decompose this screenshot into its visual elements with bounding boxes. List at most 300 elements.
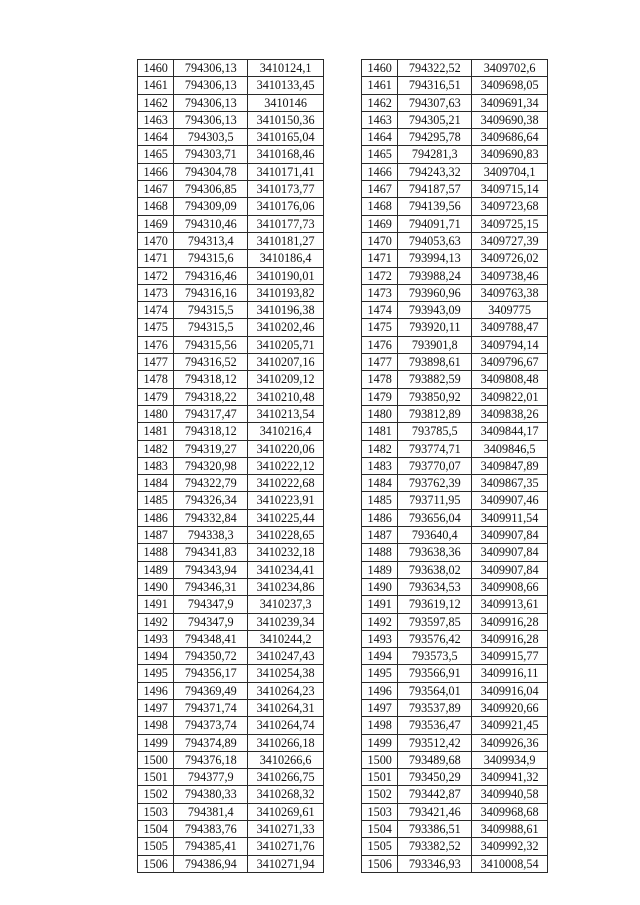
y-coordinate-cell: 3410234,41	[248, 561, 324, 578]
y-coordinate-cell: 3410124,1	[248, 60, 324, 77]
table-row	[138, 302, 324, 319]
point-number-cell: 1502	[362, 786, 398, 803]
table-row	[138, 284, 324, 301]
x-coordinate-cell: 793988,24	[398, 267, 472, 284]
point-number-cell: 1489	[138, 561, 174, 578]
table-row	[362, 734, 548, 751]
point-number-cell: 1481	[362, 423, 398, 440]
point-number-cell: 1497	[362, 699, 398, 716]
x-coordinate-cell: 794322,52	[398, 60, 472, 77]
point-number-cell: 1486	[362, 509, 398, 526]
x-coordinate-cell: 793576,42	[398, 630, 472, 647]
table-row	[362, 578, 548, 595]
y-coordinate-cell: 3409921,45	[472, 717, 548, 734]
y-coordinate-cell: 3410247,43	[248, 648, 324, 665]
y-coordinate-cell: 3410264,31	[248, 699, 324, 716]
point-number-cell: 1481	[138, 423, 174, 440]
point-number-cell: 1503	[138, 803, 174, 820]
point-number-cell: 1467	[138, 181, 174, 198]
table-row	[138, 855, 324, 872]
x-coordinate-cell: 794318,12	[174, 371, 248, 388]
table-row	[362, 440, 548, 457]
coordinates-table-right	[361, 59, 548, 873]
point-number-cell: 1496	[362, 682, 398, 699]
y-coordinate-cell: 3410176,06	[248, 198, 324, 215]
x-coordinate-cell: 794338,3	[174, 527, 248, 544]
point-number-cell: 1494	[362, 648, 398, 665]
y-coordinate-cell: 3409934,9	[472, 751, 548, 768]
y-coordinate-cell: 3409844,17	[472, 423, 548, 440]
y-coordinate-cell: 3409691,34	[472, 94, 548, 111]
x-coordinate-cell: 794322,79	[174, 475, 248, 492]
y-coordinate-cell: 3409794,14	[472, 336, 548, 353]
y-coordinate-cell: 3410196,38	[248, 302, 324, 319]
x-coordinate-cell: 794386,94	[174, 855, 248, 872]
table-row	[362, 354, 548, 371]
point-number-cell: 1496	[138, 682, 174, 699]
y-coordinate-cell: 3409775	[472, 302, 548, 319]
table-row	[362, 544, 548, 561]
y-coordinate-cell: 3409727,39	[472, 232, 548, 249]
table-row	[138, 111, 324, 128]
table-row	[362, 855, 548, 872]
y-coordinate-cell: 3410223,91	[248, 492, 324, 509]
x-coordinate-cell: 793640,4	[398, 527, 472, 544]
point-number-cell: 1488	[362, 544, 398, 561]
y-coordinate-cell: 3409704,1	[472, 163, 548, 180]
y-coordinate-cell: 3410177,73	[248, 215, 324, 232]
point-number-cell: 1466	[138, 163, 174, 180]
point-number-cell: 1477	[138, 354, 174, 371]
point-number-cell: 1469	[138, 215, 174, 232]
point-number-cell: 1479	[138, 388, 174, 405]
x-coordinate-cell: 794305,21	[398, 111, 472, 128]
x-coordinate-cell: 794281,3	[398, 146, 472, 163]
table-row	[362, 250, 548, 267]
table-row	[138, 388, 324, 405]
x-coordinate-cell: 793573,5	[398, 648, 472, 665]
point-number-cell: 1491	[362, 596, 398, 613]
point-number-cell: 1460	[138, 60, 174, 77]
y-coordinate-cell: 3410222,68	[248, 475, 324, 492]
table-row	[362, 803, 548, 820]
point-number-cell: 1478	[138, 371, 174, 388]
table-row	[362, 405, 548, 422]
table-row	[138, 803, 324, 820]
table-row	[138, 717, 324, 734]
y-coordinate-cell: 3410271,94	[248, 855, 324, 872]
point-number-cell: 1498	[138, 717, 174, 734]
table-row	[362, 699, 548, 716]
y-coordinate-cell: 3409913,61	[472, 596, 548, 613]
x-coordinate-cell: 793943,09	[398, 302, 472, 319]
point-number-cell: 1491	[138, 596, 174, 613]
x-coordinate-cell: 793656,04	[398, 509, 472, 526]
point-number-cell: 1501	[362, 769, 398, 786]
y-coordinate-cell: 3410244,2	[248, 630, 324, 647]
table-row	[362, 146, 548, 163]
x-coordinate-cell: 794316,46	[174, 267, 248, 284]
table-row	[138, 734, 324, 751]
y-coordinate-cell: 3410210,48	[248, 388, 324, 405]
point-number-cell: 1489	[362, 561, 398, 578]
y-coordinate-cell: 3410264,23	[248, 682, 324, 699]
y-coordinate-cell: 3410254,38	[248, 665, 324, 682]
table-row	[138, 354, 324, 371]
y-coordinate-cell: 3409698,05	[472, 77, 548, 94]
point-number-cell: 1506	[138, 855, 174, 872]
y-coordinate-cell: 3409941,32	[472, 769, 548, 786]
point-number-cell: 1483	[362, 457, 398, 474]
table-row	[362, 423, 548, 440]
x-coordinate-cell: 794380,33	[174, 786, 248, 803]
table-row	[138, 751, 324, 768]
table-row	[138, 561, 324, 578]
y-coordinate-cell: 3410271,76	[248, 838, 324, 855]
y-coordinate-cell: 3409916,28	[472, 613, 548, 630]
x-coordinate-cell: 794376,18	[174, 751, 248, 768]
table-row	[362, 60, 548, 77]
table-row	[138, 648, 324, 665]
point-number-cell: 1465	[362, 146, 398, 163]
table-row	[362, 838, 548, 855]
x-coordinate-cell: 794139,56	[398, 198, 472, 215]
table-row	[362, 769, 548, 786]
point-number-cell: 1486	[138, 509, 174, 526]
x-coordinate-cell: 793711,95	[398, 492, 472, 509]
point-number-cell: 1468	[138, 198, 174, 215]
x-coordinate-cell: 794332,84	[174, 509, 248, 526]
y-coordinate-cell: 3410266,75	[248, 769, 324, 786]
table-row	[362, 163, 548, 180]
y-coordinate-cell: 3409838,26	[472, 405, 548, 422]
x-coordinate-cell: 793785,5	[398, 423, 472, 440]
x-coordinate-cell: 793994,13	[398, 250, 472, 267]
table-row	[362, 181, 548, 198]
table-row	[138, 475, 324, 492]
x-coordinate-cell: 794187,57	[398, 181, 472, 198]
table-row	[138, 77, 324, 94]
y-coordinate-cell: 3409907,84	[472, 561, 548, 578]
point-number-cell: 1480	[362, 405, 398, 422]
x-coordinate-cell: 794383,76	[174, 821, 248, 838]
table-row	[362, 527, 548, 544]
point-number-cell: 1461	[138, 77, 174, 94]
x-coordinate-cell: 794341,83	[174, 544, 248, 561]
point-number-cell: 1505	[138, 838, 174, 855]
x-coordinate-cell: 794315,56	[174, 336, 248, 353]
y-coordinate-cell: 3409916,28	[472, 630, 548, 647]
y-coordinate-cell: 3410271,33	[248, 821, 324, 838]
y-coordinate-cell: 3410150,36	[248, 111, 324, 128]
table-row	[138, 198, 324, 215]
x-coordinate-cell: 794306,13	[174, 94, 248, 111]
y-coordinate-cell: 3410193,82	[248, 284, 324, 301]
x-coordinate-cell: 794091,71	[398, 215, 472, 232]
point-number-cell: 1479	[362, 388, 398, 405]
y-coordinate-cell: 3410266,18	[248, 734, 324, 751]
x-coordinate-cell: 794346,31	[174, 578, 248, 595]
point-number-cell: 1495	[138, 665, 174, 682]
x-coordinate-cell: 794243,32	[398, 163, 472, 180]
point-number-cell: 1484	[138, 475, 174, 492]
point-number-cell: 1471	[138, 250, 174, 267]
point-number-cell: 1484	[362, 475, 398, 492]
x-coordinate-cell: 794381,4	[174, 803, 248, 820]
point-number-cell: 1503	[362, 803, 398, 820]
table-row	[362, 492, 548, 509]
point-number-cell: 1495	[362, 665, 398, 682]
x-coordinate-cell: 793898,61	[398, 354, 472, 371]
y-coordinate-cell: 3409702,6	[472, 60, 548, 77]
y-coordinate-cell: 3409822,01	[472, 388, 548, 405]
table-row	[362, 596, 548, 613]
table-row	[138, 129, 324, 146]
x-coordinate-cell: 794315,5	[174, 302, 248, 319]
table-row	[138, 94, 324, 111]
y-coordinate-cell: 3410216,4	[248, 423, 324, 440]
point-number-cell: 1470	[138, 232, 174, 249]
x-coordinate-cell: 794350,72	[174, 648, 248, 665]
table-row	[362, 751, 548, 768]
y-coordinate-cell: 3410239,34	[248, 613, 324, 630]
table-row	[362, 665, 548, 682]
y-coordinate-cell: 3409726,02	[472, 250, 548, 267]
table-row	[138, 371, 324, 388]
point-number-cell: 1472	[138, 267, 174, 284]
point-number-cell: 1490	[362, 578, 398, 595]
y-coordinate-cell: 3409723,68	[472, 198, 548, 215]
point-number-cell: 1482	[138, 440, 174, 457]
table-row	[138, 596, 324, 613]
point-number-cell: 1500	[362, 751, 398, 768]
x-coordinate-cell: 794315,6	[174, 250, 248, 267]
point-number-cell: 1472	[362, 267, 398, 284]
point-number-cell: 1499	[138, 734, 174, 751]
x-coordinate-cell: 793638,02	[398, 561, 472, 578]
y-coordinate-cell: 3410171,41	[248, 163, 324, 180]
x-coordinate-cell: 794315,5	[174, 319, 248, 336]
y-coordinate-cell: 3410269,61	[248, 803, 324, 820]
table-row	[362, 630, 548, 647]
x-coordinate-cell: 794306,13	[174, 111, 248, 128]
x-coordinate-cell: 794306,13	[174, 60, 248, 77]
point-number-cell: 1504	[138, 821, 174, 838]
point-number-cell: 1462	[362, 94, 398, 111]
table-row	[362, 648, 548, 665]
y-coordinate-cell: 3409738,46	[472, 267, 548, 284]
x-coordinate-cell: 794318,12	[174, 423, 248, 440]
table-row	[362, 319, 548, 336]
point-number-cell: 1473	[138, 284, 174, 301]
y-coordinate-cell: 3410225,44	[248, 509, 324, 526]
point-number-cell: 1488	[138, 544, 174, 561]
x-coordinate-cell: 793421,46	[398, 803, 472, 820]
x-coordinate-cell: 793450,29	[398, 769, 472, 786]
table-row	[138, 769, 324, 786]
table-row	[138, 181, 324, 198]
table-row	[362, 284, 548, 301]
y-coordinate-cell: 3410173,77	[248, 181, 324, 198]
point-number-cell: 1492	[362, 613, 398, 630]
point-number-cell: 1462	[138, 94, 174, 111]
x-coordinate-cell: 793774,71	[398, 440, 472, 457]
table-row	[362, 267, 548, 284]
y-coordinate-cell: 3410237,3	[248, 596, 324, 613]
x-coordinate-cell: 793882,59	[398, 371, 472, 388]
x-coordinate-cell: 793920,11	[398, 319, 472, 336]
table-row	[138, 423, 324, 440]
x-coordinate-cell: 794295,78	[398, 129, 472, 146]
x-coordinate-cell: 794316,16	[174, 284, 248, 301]
y-coordinate-cell: 3410268,32	[248, 786, 324, 803]
y-coordinate-cell: 3410264,74	[248, 717, 324, 734]
table-row	[362, 717, 548, 734]
x-coordinate-cell: 793566,91	[398, 665, 472, 682]
point-number-cell: 1465	[138, 146, 174, 163]
point-number-cell: 1475	[362, 319, 398, 336]
point-number-cell: 1478	[362, 371, 398, 388]
table-row	[362, 77, 548, 94]
table-row	[138, 613, 324, 630]
point-number-cell: 1499	[362, 734, 398, 751]
x-coordinate-cell: 794306,13	[174, 77, 248, 94]
table-row	[138, 232, 324, 249]
table-row	[362, 561, 548, 578]
coordinates-table-left	[137, 59, 324, 873]
table-row	[138, 630, 324, 647]
table-row	[362, 821, 548, 838]
table-row	[138, 457, 324, 474]
x-coordinate-cell: 794369,49	[174, 682, 248, 699]
table-row	[138, 267, 324, 284]
x-coordinate-cell: 793536,47	[398, 717, 472, 734]
x-coordinate-cell: 793442,87	[398, 786, 472, 803]
y-coordinate-cell: 3409725,15	[472, 215, 548, 232]
y-coordinate-cell: 3409846,5	[472, 440, 548, 457]
y-coordinate-cell: 3409907,46	[472, 492, 548, 509]
y-coordinate-cell: 3409907,84	[472, 544, 548, 561]
x-coordinate-cell: 794316,52	[174, 354, 248, 371]
y-coordinate-cell: 3409968,68	[472, 803, 548, 820]
table-row	[138, 319, 324, 336]
x-coordinate-cell: 794313,4	[174, 232, 248, 249]
table-row	[138, 336, 324, 353]
x-coordinate-cell: 794377,9	[174, 769, 248, 786]
y-coordinate-cell: 3409915,77	[472, 648, 548, 665]
y-coordinate-cell: 3409796,67	[472, 354, 548, 371]
x-coordinate-cell: 794347,9	[174, 613, 248, 630]
point-number-cell: 1476	[362, 336, 398, 353]
x-coordinate-cell: 794053,63	[398, 232, 472, 249]
x-coordinate-cell: 794385,41	[174, 838, 248, 855]
y-coordinate-cell: 3409690,83	[472, 146, 548, 163]
point-number-cell: 1476	[138, 336, 174, 353]
x-coordinate-cell: 794304,78	[174, 163, 248, 180]
point-number-cell: 1474	[362, 302, 398, 319]
point-number-cell: 1473	[362, 284, 398, 301]
point-number-cell: 1467	[362, 181, 398, 198]
point-number-cell: 1505	[362, 838, 398, 855]
x-coordinate-cell: 794343,94	[174, 561, 248, 578]
table-row	[138, 682, 324, 699]
point-number-cell: 1470	[362, 232, 398, 249]
table-row	[138, 250, 324, 267]
y-coordinate-cell: 3409988,61	[472, 821, 548, 838]
point-number-cell: 1463	[362, 111, 398, 128]
table-row	[362, 613, 548, 630]
x-coordinate-cell: 793386,51	[398, 821, 472, 838]
table-row	[138, 544, 324, 561]
x-coordinate-cell: 793634,53	[398, 578, 472, 595]
table-row	[138, 578, 324, 595]
table-row	[362, 302, 548, 319]
y-coordinate-cell: 3410008,54	[472, 855, 548, 872]
table-row	[362, 129, 548, 146]
y-coordinate-cell: 3410205,71	[248, 336, 324, 353]
y-coordinate-cell: 3409916,11	[472, 665, 548, 682]
table-row	[362, 509, 548, 526]
x-coordinate-cell: 794310,46	[174, 215, 248, 232]
y-coordinate-cell: 3409907,84	[472, 527, 548, 544]
table-row	[138, 509, 324, 526]
point-number-cell: 1480	[138, 405, 174, 422]
x-coordinate-cell: 794319,27	[174, 440, 248, 457]
x-coordinate-cell: 793901,8	[398, 336, 472, 353]
table-row	[362, 111, 548, 128]
y-coordinate-cell: 3409847,89	[472, 457, 548, 474]
y-coordinate-cell: 3409920,66	[472, 699, 548, 716]
y-coordinate-cell: 3410186,4	[248, 250, 324, 267]
point-number-cell: 1494	[138, 648, 174, 665]
point-number-cell: 1474	[138, 302, 174, 319]
table-row	[362, 786, 548, 803]
y-coordinate-cell: 3410232,18	[248, 544, 324, 561]
x-coordinate-cell: 794303,5	[174, 129, 248, 146]
y-coordinate-cell: 3410181,27	[248, 232, 324, 249]
y-coordinate-cell: 3410209,12	[248, 371, 324, 388]
x-coordinate-cell: 793960,96	[398, 284, 472, 301]
table-row	[138, 60, 324, 77]
x-coordinate-cell: 793762,39	[398, 475, 472, 492]
x-coordinate-cell: 794306,85	[174, 181, 248, 198]
table-row	[362, 215, 548, 232]
y-coordinate-cell: 3410220,06	[248, 440, 324, 457]
point-number-cell: 1487	[362, 527, 398, 544]
x-coordinate-cell: 794356,17	[174, 665, 248, 682]
table-row	[138, 163, 324, 180]
x-coordinate-cell: 794320,98	[174, 457, 248, 474]
x-coordinate-cell: 794317,47	[174, 405, 248, 422]
y-coordinate-cell: 3410234,86	[248, 578, 324, 595]
x-coordinate-cell: 794326,34	[174, 492, 248, 509]
table-row	[138, 699, 324, 716]
table-row	[138, 146, 324, 163]
x-coordinate-cell: 793619,12	[398, 596, 472, 613]
table-row	[362, 198, 548, 215]
point-number-cell: 1464	[362, 129, 398, 146]
point-number-cell: 1463	[138, 111, 174, 128]
point-number-cell: 1461	[362, 77, 398, 94]
point-number-cell: 1502	[138, 786, 174, 803]
y-coordinate-cell: 3409992,32	[472, 838, 548, 855]
x-coordinate-cell: 794318,22	[174, 388, 248, 405]
table-row	[138, 786, 324, 803]
x-coordinate-cell: 794374,89	[174, 734, 248, 751]
x-coordinate-cell: 793489,68	[398, 751, 472, 768]
point-number-cell: 1483	[138, 457, 174, 474]
point-number-cell: 1498	[362, 717, 398, 734]
